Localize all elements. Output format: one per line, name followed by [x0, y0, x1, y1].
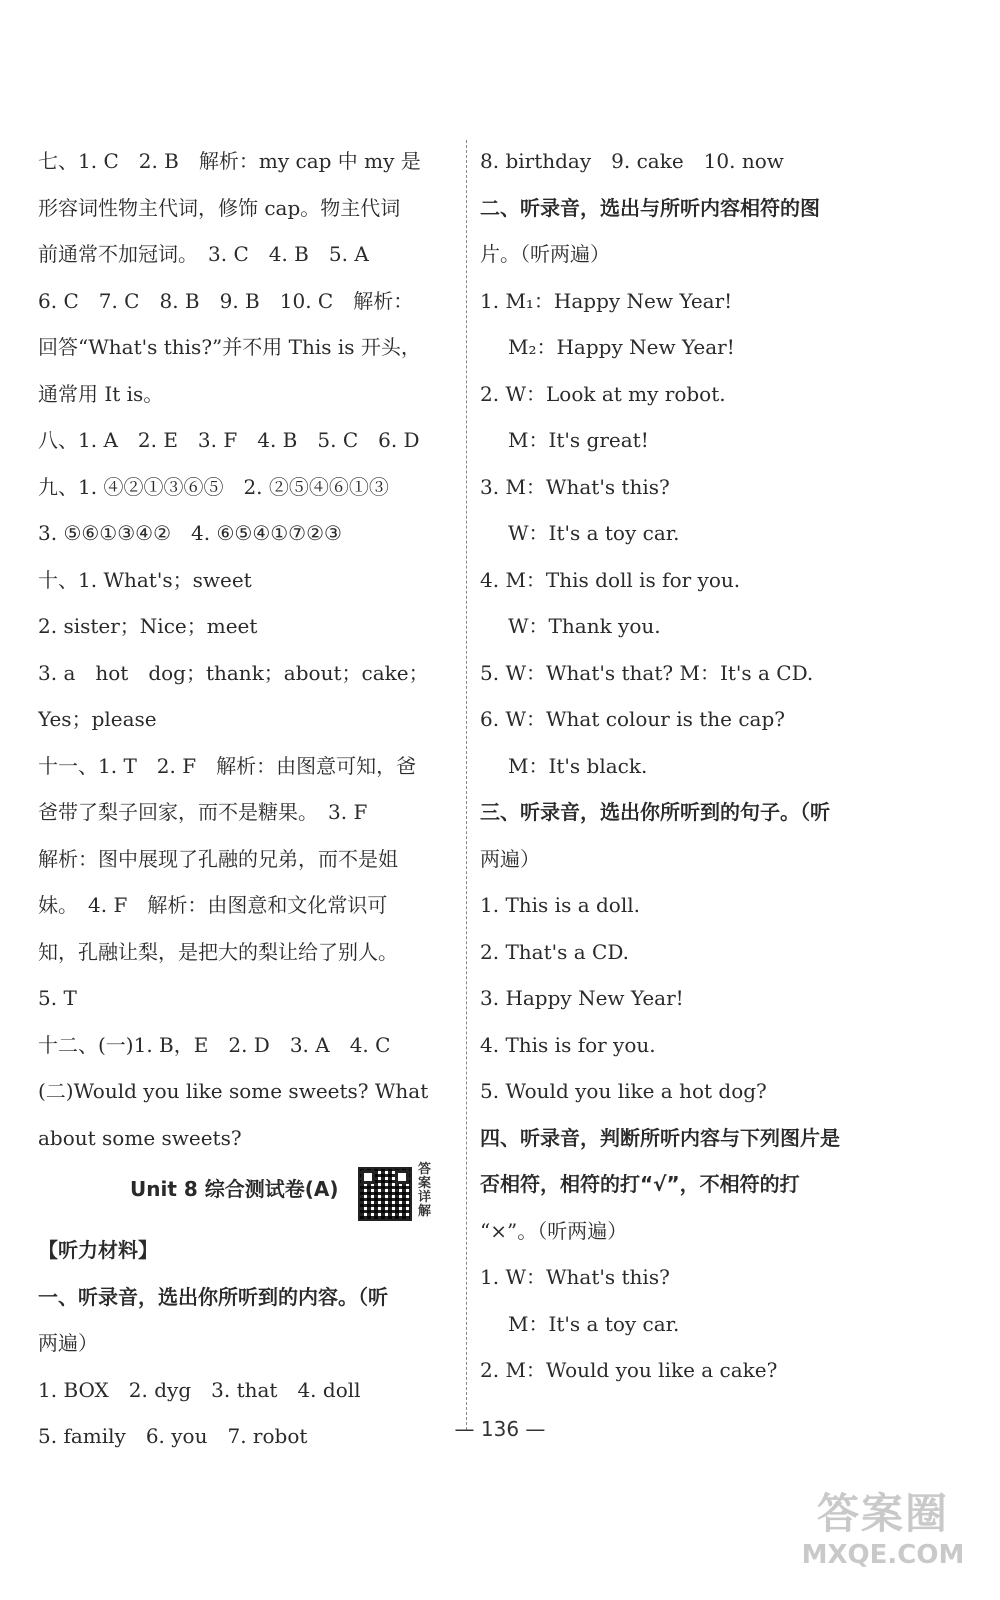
text-line: 1. BOX 2. dyg 3. that 4. doll	[38, 1377, 361, 1402]
text-line: 4. This is for you.	[480, 1032, 656, 1057]
text-line: 十二、(一)1. B，E 2. D 3. A 4. C	[38, 1032, 391, 1057]
text-line: 两遍）	[38, 1331, 98, 1355]
text-line: 2. W：Look at my robot.	[480, 381, 726, 406]
text-line: 3. M：What's this?	[480, 474, 670, 499]
text-line: 片。（听两遍）	[480, 242, 610, 266]
text-line: 回答“What's this?”并不用 This is 开头，	[38, 335, 421, 359]
text-line: Yes；please	[38, 707, 157, 731]
section-heading: 二、听录音，选出与所听内容相符的图	[480, 195, 820, 220]
section-heading: 三、听录音，选出你所听到的句子。（听	[480, 800, 830, 824]
text-line: M₂：Happy New Year!	[508, 335, 735, 359]
text-line: 两遍）	[480, 846, 540, 871]
text-line: 5. Would you like a hot dog?	[480, 1079, 767, 1103]
text-line: 知，孔融让梨，是把大的梨让给了别人。	[38, 939, 398, 964]
text-line: 通常用 It is。	[38, 381, 164, 406]
text-line: 2. M：Would you like a cake?	[480, 1358, 778, 1382]
page-number: — 136 —	[454, 1417, 546, 1441]
text-line: M：It's great!	[508, 428, 649, 452]
text-line: 形容词性物主代词，修饰 cap。物主代词	[38, 195, 401, 220]
text-line: 8. birthday 9. cake 10. now	[480, 149, 784, 173]
text-line: M：It's a toy car.	[508, 1311, 680, 1336]
text-line: “×”。（听两遍）	[480, 1218, 628, 1243]
qr-caption: 答案详解	[418, 1162, 432, 1219]
text-line: 3. Happy New Year!	[480, 986, 684, 1010]
text-line: about some sweets?	[38, 1125, 242, 1150]
unit-title	[38, 1161, 460, 1227]
section-heading: 否相符，相符的打“√”，不相符的打	[480, 1172, 800, 1196]
text-line: 5. T	[38, 986, 77, 1010]
section-heading: 一、听录音，选出你所听到的内容。（听	[38, 1284, 388, 1309]
text-line: 1. M₁：Happy New Year!	[480, 288, 733, 313]
right-column	[480, 138, 920, 1394]
text-line: 爸带了梨子回家，而不是糖果。 3. F	[38, 800, 368, 824]
text-line: 妹。 4. F 解析：由图意和文化常识可	[38, 893, 388, 917]
text-line: 6. W：What colour is the cap?	[480, 707, 786, 731]
text-line: 2. sister；Nice；meet	[38, 614, 258, 638]
text-line: 前通常不加冠词。 3. C 4. B 5. A	[38, 242, 369, 266]
site-watermark-logo	[788, 1488, 978, 1584]
text-line: W：Thank you.	[508, 614, 661, 638]
column-divider	[466, 140, 467, 1430]
qr-code-icon[interactable]	[358, 1167, 412, 1221]
text-line: 十、1. What's；sweet	[38, 567, 252, 592]
text-line: 3. a hot dog；thank；about；cake；	[38, 660, 429, 685]
text-line: (二)Would you like some sweets? What	[38, 1079, 429, 1103]
text-line: W：It's a toy car.	[508, 521, 680, 545]
text-line: 1. W：What's this?	[480, 1265, 670, 1289]
text-line: 解析：图中展现了孔融的兄弟，而不是姐	[38, 846, 398, 871]
section-heading: 【听力材料】	[38, 1238, 158, 1262]
text-line: 十一、1. T 2. F 解析：由图意可知，爸	[38, 753, 417, 778]
text-line: 1. This is a doll.	[480, 893, 640, 917]
text-line: 6. C 7. C 8. B 9. B 10. C 解析：	[38, 288, 414, 313]
text-line: M：It's black.	[508, 753, 648, 778]
left-column	[38, 138, 460, 1460]
text-line: 七、1. C 2. B 解析：my cap 中 my 是	[38, 149, 421, 173]
unit-title-text: Unit 8 综合测试卷(A)	[130, 1177, 339, 1201]
text-line: 5. W：What's that? M：It's a CD.	[480, 660, 814, 685]
text-line: 2. That's a CD.	[480, 939, 630, 964]
text-line: 八、1. A 2. E 3. F 4. B 5. C 6. D	[38, 428, 420, 452]
text-line: 4. M：This doll is for you.	[480, 567, 741, 592]
text-line: 5. family 6. you 7. robot	[38, 1424, 308, 1448]
watermark-en: MXQE.COM	[801, 1540, 965, 1570]
text-line: 3. ⑤⑥①③④② 4. ⑥⑤④①⑦②③	[38, 521, 342, 545]
text-line: 九、1. ④②①③⑥⑤ 2. ②⑤④⑥①③	[38, 474, 389, 499]
watermark-cn: 答案圈	[816, 1489, 949, 1538]
section-heading: 四、听录音，判断所听内容与下列图片是	[480, 1125, 840, 1150]
